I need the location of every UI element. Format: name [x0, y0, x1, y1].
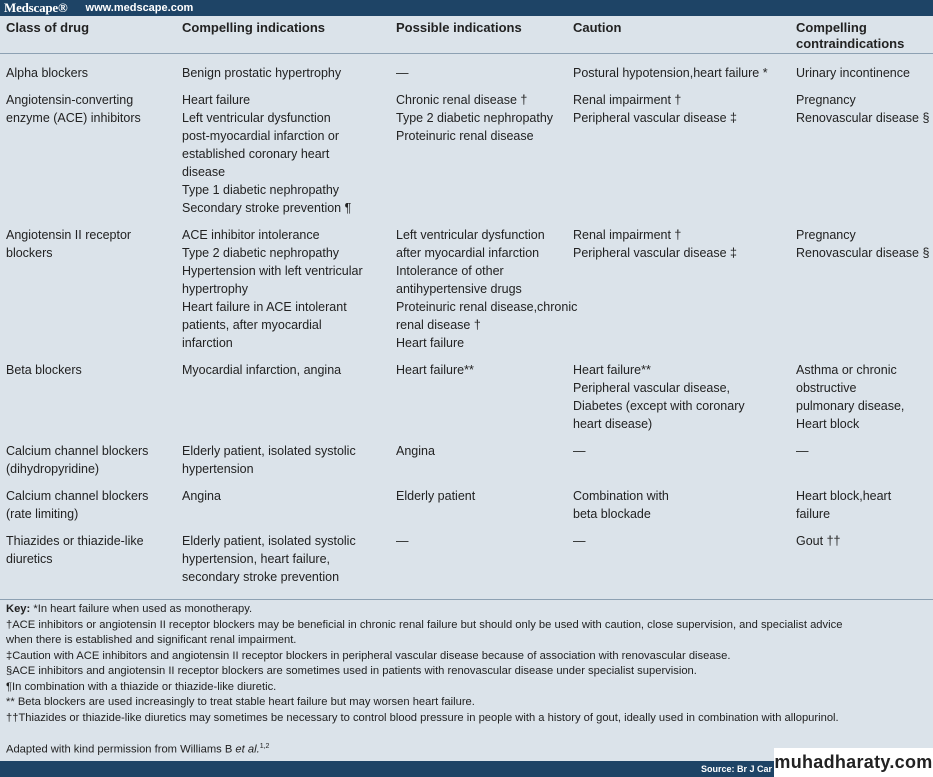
- cell-text: beta blockade: [573, 507, 651, 521]
- notes-divider: [0, 599, 933, 600]
- cell-class: [6, 226, 131, 262]
- footnote-line: ** Beta blockers are used increasingly to treat stable heart failure but may worsen heart failure.: [6, 696, 475, 708]
- cell-text: —: [396, 534, 409, 548]
- header-text: Class of drug: [6, 20, 90, 35]
- cell-text: secondary stroke prevention: [182, 570, 340, 584]
- cell-text: Renovascular disease §: [796, 111, 930, 125]
- cell-contra: [796, 487, 891, 523]
- cell-text: —: [396, 66, 409, 80]
- cell-text: Angina: [396, 444, 435, 458]
- header-text: contraindications: [796, 36, 905, 51]
- cell-text: Renovascular disease §: [796, 246, 930, 260]
- cell-possible: [396, 442, 435, 460]
- cell-text: failure: [796, 507, 831, 521]
- cell-text: Asthma or chronic: [796, 363, 897, 377]
- cell-text: —: [573, 534, 586, 548]
- cell-text: Heart block,heart: [796, 489, 892, 503]
- cell-text: Angiotensin II receptor: [6, 228, 132, 242]
- cell-text: Beta blockers: [6, 363, 82, 377]
- cell-text: Calcium channel blockers: [6, 489, 149, 503]
- footnote-key: [6, 602, 928, 618]
- cell-compelling: [182, 226, 363, 352]
- attribution-refs: 1,2: [259, 743, 270, 750]
- cell-text: established coronary heart: [182, 147, 330, 161]
- column-header: [573, 20, 621, 36]
- cell-text: Proteinuric renal disease,chronic: [396, 300, 578, 314]
- site-url[interactable]: www.medscape.com: [85, 2, 194, 14]
- header-text: Possible indications: [396, 20, 522, 35]
- cell-text: post-myocardial infarction or: [182, 129, 340, 143]
- column-header: [182, 20, 325, 36]
- cell-class: [6, 91, 141, 127]
- cell-text: Elderly patient, isolated systolic: [182, 444, 356, 458]
- cell-possible: [396, 487, 475, 505]
- column-header: [396, 20, 522, 36]
- cell-caution: [573, 487, 669, 523]
- cell-text: Renal impairment †: [573, 228, 682, 242]
- cell-text: Left ventricular dysfunction: [396, 228, 545, 242]
- cell-caution: [573, 91, 737, 127]
- cell-text: Peripheral vascular disease ‡: [573, 246, 737, 260]
- cell-compelling: [182, 361, 341, 379]
- cell-compelling: [182, 91, 351, 217]
- cell-text: Renal impairment †: [573, 93, 682, 107]
- column-header: [796, 20, 904, 52]
- cell-text: Pregnancy: [796, 93, 856, 107]
- cell-contra: [796, 532, 840, 550]
- cell-caution: [573, 532, 586, 550]
- footnote-line: ¶In combination with a thiazide or thiazide-like diuretic.: [6, 680, 277, 693]
- top-banner: [0, 0, 933, 16]
- cell-text: renal disease †: [396, 318, 481, 332]
- cell-text: (dihydropyridine): [6, 462, 100, 476]
- cell-possible: [396, 64, 409, 82]
- column-header: [6, 20, 89, 36]
- cell-text: Pregnancy: [796, 228, 856, 242]
- cell-text: Calcium channel blockers: [6, 444, 149, 458]
- cell-contra: [796, 64, 910, 82]
- cell-text: Intolerance of other: [396, 264, 504, 278]
- cell-text: Heart failure**: [396, 363, 474, 377]
- cell-class: [6, 64, 88, 82]
- footnote-line: §ACE inhibitors and angiotensin II receptor blockers are sometimes used in patients with renovascular disease under specialist supervision.: [6, 665, 697, 677]
- cell-text: disease: [182, 165, 226, 179]
- cell-class: [6, 532, 144, 568]
- footnote-line: when there is established and significant renal impairment.: [6, 634, 297, 646]
- drug-table-panel: [0, 16, 933, 761]
- footnote-line: ††Thiazides or thiazide-like diuretics may sometimes be necessary to control blood pressure in people with a history of gout, ideally used in combination with allopurinol.: [6, 711, 839, 724]
- cell-text: hypertension: [182, 462, 254, 476]
- cell-text: blockers: [6, 246, 53, 260]
- cell-possible: [396, 226, 577, 352]
- cell-text: hypertension, heart failure,: [182, 552, 331, 566]
- cell-text: hypertrophy: [182, 282, 249, 296]
- cell-text: Type 2 diabetic nephropathy: [182, 246, 340, 260]
- cell-contra: [796, 442, 809, 460]
- cell-caution: [573, 226, 737, 262]
- cell-text: obstructive: [796, 381, 857, 395]
- cell-class: [6, 442, 148, 478]
- medscape-logo: Medscape®: [4, 0, 68, 15]
- cell-text: Chronic renal disease †: [396, 93, 528, 107]
- cell-text: ACE inhibitor intolerance: [182, 228, 320, 242]
- cell-text: Proteinuric renal disease: [396, 129, 534, 143]
- cell-text: Alpha blockers: [6, 66, 88, 80]
- cell-text: Heart failure**: [573, 363, 651, 377]
- cell-possible: [396, 361, 474, 379]
- cell-text: Urinary incontinence: [796, 66, 910, 80]
- header-text: Compelling: [796, 20, 867, 35]
- cell-text: Heart failure in ACE intolerant: [182, 300, 347, 314]
- cell-contra: [796, 226, 929, 262]
- cell-text: Gout ††: [796, 534, 841, 548]
- cell-text: Peripheral vascular disease,: [573, 381, 731, 395]
- key-label: Key:: [6, 603, 31, 615]
- footnotes: [6, 602, 928, 726]
- cell-compelling: [182, 64, 341, 82]
- cell-text: diuretics: [6, 552, 53, 566]
- cell-text: Elderly patient, isolated systolic: [182, 534, 356, 548]
- header-text: Compelling indications: [182, 20, 326, 35]
- cell-compelling: [182, 442, 356, 478]
- cell-text: —: [573, 444, 586, 458]
- cell-text: antihypertensive drugs: [396, 282, 522, 296]
- cell-possible: [396, 532, 409, 550]
- cell-text: infarction: [182, 336, 233, 350]
- cell-text: Hypertension with left ventricular: [182, 264, 363, 278]
- cell-compelling: [182, 532, 356, 586]
- cell-caution: [573, 361, 745, 433]
- cell-text: heart disease): [573, 417, 653, 431]
- cell-text: Elderly patient: [396, 489, 476, 503]
- cell-text: Combination with: [573, 489, 669, 503]
- footnote-line: ‡Caution with ACE inhibitors and angiotensin II receptor blockers in peripheral vascular disease because of association with renovascular disease.: [6, 649, 731, 662]
- cell-text: Angina: [182, 489, 221, 503]
- cell-text: Left ventricular dysfunction: [182, 111, 331, 125]
- cell-text: patients, after myocardial: [182, 318, 322, 332]
- key-text: *In heart failure when used as monotherapy.: [30, 603, 253, 615]
- cell-text: Benign prostatic hypertrophy: [182, 66, 342, 80]
- cell-text: Type 2 diabetic nephropathy: [396, 111, 554, 125]
- cell-text: enzyme (ACE) inhibitors: [6, 111, 141, 125]
- header-divider: [0, 53, 933, 54]
- cell-compelling: [182, 487, 221, 505]
- cell-text: Heart block: [796, 417, 860, 431]
- watermark-text: muhadharaty.com: [774, 752, 933, 772]
- cell-text: Thiazides or thiazide-like: [6, 534, 144, 548]
- header-text: Caution: [573, 20, 622, 35]
- cell-text: Heart failure: [182, 93, 251, 107]
- footnote-line: †ACE inhibitors or angiotensin II receptor blockers may be beneficial in chronic renal failure but should only be used with caution, close supervision, and specialist advice: [6, 618, 843, 631]
- cell-text: Heart failure: [396, 336, 465, 350]
- cell-text: (rate limiting): [6, 507, 79, 521]
- attribution: [6, 743, 269, 756]
- watermark: [774, 748, 933, 777]
- cell-text: pulmonary disease,: [796, 399, 905, 413]
- cell-text: Peripheral vascular disease ‡: [573, 111, 737, 125]
- cell-class: [6, 487, 148, 523]
- attribution-text: Adapted with kind permission from Williams B: [6, 743, 236, 756]
- cell-text: —: [796, 444, 809, 458]
- attribution-etal: et al.: [235, 743, 260, 756]
- cell-text: Type 1 diabetic nephropathy: [182, 183, 340, 197]
- cell-class: [6, 361, 82, 379]
- cell-text: Postural hypotension,heart failure *: [573, 66, 768, 80]
- cell-text: Diabetes (except with coronary: [573, 399, 745, 413]
- cell-contra: [796, 91, 929, 127]
- cell-caution: [573, 64, 768, 82]
- cell-text: after myocardial infarction: [396, 246, 540, 260]
- cell-text: Myocardial infarction, angina: [182, 363, 342, 377]
- cell-contra: [796, 361, 904, 433]
- cell-text: Angiotensin-converting: [6, 93, 134, 107]
- cell-text: Secondary stroke prevention ¶: [182, 201, 352, 215]
- cell-possible: [396, 91, 553, 145]
- source-credit: Source: Br J Car: [701, 764, 773, 774]
- cell-caution: [573, 442, 586, 460]
